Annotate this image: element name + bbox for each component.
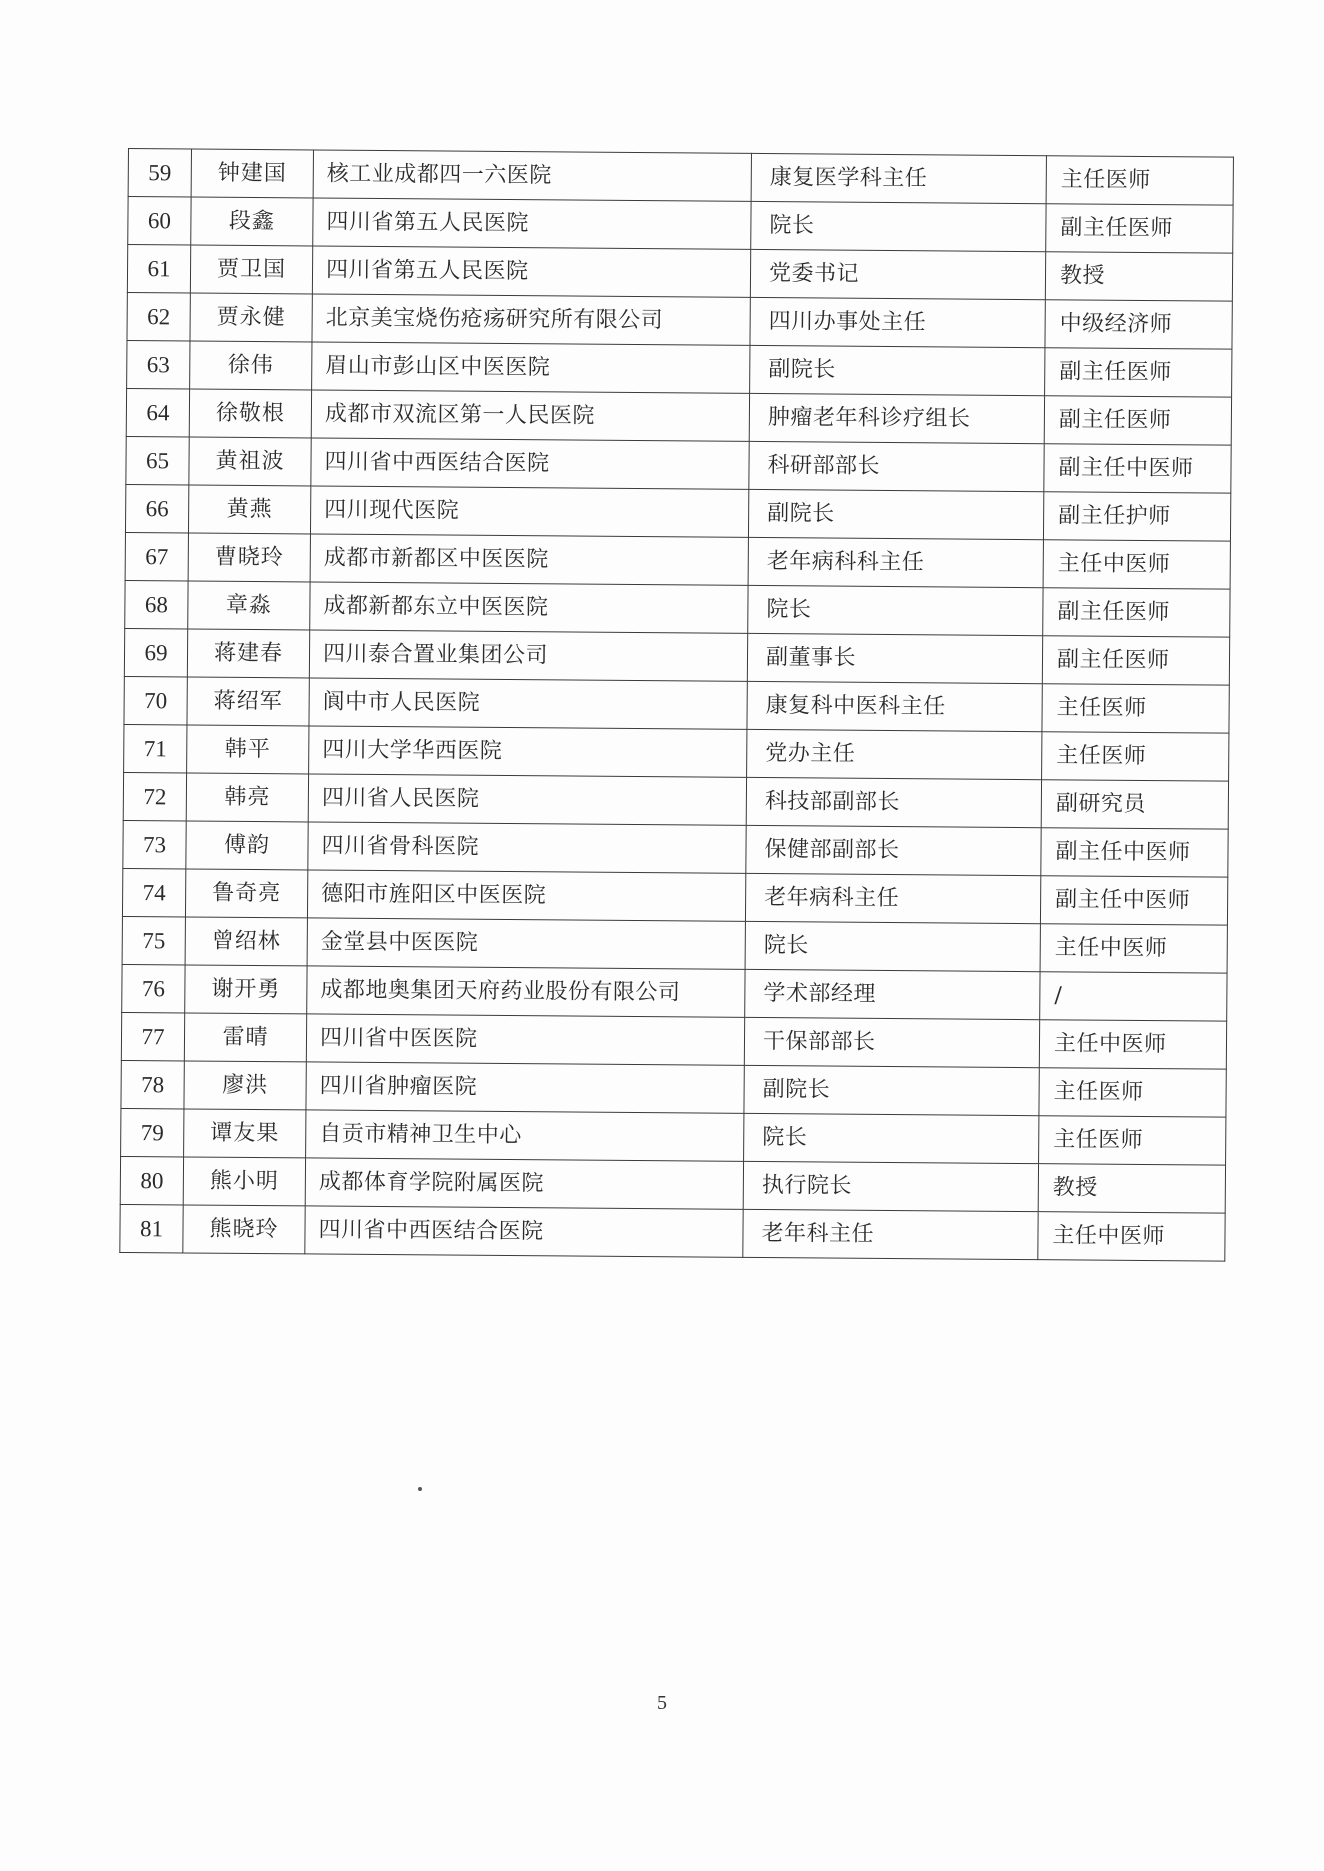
position-cell: 院长 (751, 201, 1046, 251)
row-number-cell: 69 (124, 628, 187, 676)
row-number-cell: 77 (121, 1012, 184, 1060)
person-name-cell: 章淼 (188, 581, 310, 630)
table-row (120, 1156, 1225, 1213)
professional-title-cell: 教授 (1045, 252, 1232, 301)
table-row (120, 1204, 1225, 1261)
organization-cell: 四川现代医院 (310, 486, 748, 537)
row-number-cell: 80 (120, 1156, 183, 1204)
organization-cell: 四川省第五人民医院 (313, 198, 751, 249)
table-row (126, 388, 1231, 445)
professional-title-cell: 主任医师 (1039, 1068, 1226, 1117)
professional-title-cell: 副主任医师 (1046, 204, 1233, 253)
row-number-cell: 60 (128, 197, 191, 245)
professional-title-cell: 主任中医师 (1040, 924, 1227, 973)
position-cell: 科技部副部长 (746, 777, 1041, 827)
scan-speck (418, 1487, 422, 1491)
professional-title-cell: 主任医师 (1039, 1116, 1226, 1165)
person-name-cell: 段鑫 (191, 197, 313, 246)
organization-cell: 四川省人民医院 (308, 774, 746, 825)
position-cell: 干保部部长 (744, 1017, 1039, 1067)
table-row (122, 868, 1227, 925)
professional-title-cell: 副主任医师 (1045, 348, 1232, 397)
organization-cell: 四川泰合置业集团公司 (309, 630, 747, 681)
row-number-cell: 62 (127, 292, 190, 340)
organization-cell: 自贡市精神卫生中心 (306, 1110, 744, 1161)
person-name-cell: 鲁奇亮 (185, 869, 307, 918)
position-cell: 副院长 (748, 489, 1043, 539)
row-number-cell: 64 (126, 388, 189, 436)
table-row (122, 916, 1227, 973)
professional-title-cell: 副主任医师 (1044, 396, 1231, 445)
person-name-cell: 傅韵 (186, 821, 308, 870)
person-name-cell: 黄燕 (188, 485, 310, 534)
person-name-cell: 贾永健 (190, 293, 312, 342)
organization-cell: 核工业成都四一六医院 (313, 150, 751, 201)
row-number-cell: 63 (127, 340, 190, 388)
professional-title-cell: 副主任中医师 (1041, 828, 1228, 877)
person-name-cell: 贾卫国 (190, 245, 312, 294)
position-cell: 副院长 (750, 345, 1045, 395)
table-row (126, 436, 1231, 493)
professional-title-cell: 副主任医师 (1043, 588, 1230, 637)
row-number-cell: 74 (122, 868, 185, 916)
professional-title-cell: 主任中医师 (1043, 540, 1230, 589)
row-number-cell: 65 (126, 436, 189, 484)
person-name-cell: 熊小明 (183, 1157, 305, 1206)
professional-title-cell: 中级经济师 (1045, 300, 1232, 349)
position-cell: 党办主任 (747, 729, 1042, 779)
row-number-cell: 59 (128, 149, 191, 197)
table-row (128, 197, 1233, 254)
professional-title-cell: / (1040, 972, 1227, 1021)
position-cell: 党委书记 (750, 249, 1045, 299)
person-name-cell: 曾绍林 (185, 917, 307, 966)
professional-title-cell: 主任中医师 (1039, 1020, 1226, 1069)
person-name-cell: 熊晓玲 (183, 1205, 305, 1254)
person-name-cell: 韩平 (187, 725, 309, 774)
person-name-cell: 徐敬根 (189, 389, 311, 438)
roster-table (119, 148, 1234, 1262)
organization-cell: 四川省中医医院 (306, 1014, 744, 1065)
person-name-cell: 雷晴 (184, 1013, 306, 1062)
position-cell: 院长 (744, 1113, 1039, 1163)
table-row (125, 532, 1230, 589)
professional-title-cell: 主任医师 (1042, 684, 1229, 733)
organization-cell: 成都地奥集团天府药业股份有限公司 (307, 966, 745, 1017)
person-name-cell: 黄祖波 (189, 437, 311, 486)
position-cell: 康复医学科主任 (751, 153, 1046, 203)
table-row (127, 245, 1232, 302)
organization-cell: 金堂县中医医院 (307, 918, 745, 969)
position-cell: 副董事长 (747, 633, 1042, 683)
position-cell: 肿瘤老年科诊疗组长 (749, 393, 1044, 443)
position-cell: 院长 (748, 585, 1043, 635)
person-name-cell: 蒋绍军 (187, 677, 309, 726)
roster-table-body (120, 149, 1234, 1262)
table-row (127, 340, 1232, 397)
person-name-cell: 钟建国 (191, 149, 313, 198)
organization-cell: 成都新都东立中医医院 (310, 582, 748, 633)
position-cell: 老年病科科主任 (748, 537, 1043, 587)
table-row (125, 580, 1230, 637)
position-cell: 院长 (745, 921, 1040, 971)
organization-cell: 四川大学华西医院 (309, 726, 747, 777)
professional-title-cell: 副主任护师 (1043, 492, 1230, 541)
organization-cell: 北京美宝烧伤疮疡研究所有限公司 (312, 294, 750, 345)
row-number-cell: 70 (124, 676, 187, 724)
professional-title-cell: 主任医师 (1046, 156, 1233, 205)
page-number: 5 (657, 1692, 667, 1714)
row-number-cell: 79 (121, 1108, 184, 1156)
organization-cell: 眉山市彭山区中医医院 (312, 342, 750, 393)
organization-cell: 成都体育学院附属医院 (305, 1158, 743, 1209)
person-name-cell: 谢开勇 (185, 965, 307, 1014)
table-row (121, 1108, 1226, 1165)
table-row (125, 484, 1230, 541)
table-row (123, 772, 1228, 829)
table-row (121, 1012, 1226, 1069)
table-row (121, 1060, 1226, 1117)
table-row (127, 292, 1232, 349)
person-name-cell: 蒋建春 (187, 629, 309, 678)
table-row (124, 724, 1229, 781)
person-name-cell: 谭友果 (184, 1109, 306, 1158)
professional-title-cell: 副研究员 (1041, 780, 1228, 829)
position-cell: 保健部副部长 (746, 825, 1041, 875)
table-row (123, 820, 1228, 877)
position-cell: 执行院长 (743, 1161, 1038, 1211)
row-number-cell: 78 (121, 1060, 184, 1108)
row-number-cell: 71 (124, 724, 187, 772)
row-number-cell: 75 (122, 916, 185, 964)
organization-cell: 阆中市人民医院 (309, 678, 747, 729)
row-number-cell: 76 (122, 964, 185, 1012)
person-name-cell: 韩亮 (186, 773, 308, 822)
professional-title-cell: 教授 (1038, 1164, 1225, 1213)
organization-cell: 四川省中西医结合医院 (311, 438, 749, 489)
organization-cell: 成都市新都区中医医院 (310, 534, 748, 585)
professional-title-cell: 主任医师 (1042, 732, 1229, 781)
position-cell: 老年病科主任 (745, 873, 1040, 923)
position-cell: 康复科中医科主任 (747, 681, 1042, 731)
professional-title-cell: 副主任中医师 (1044, 444, 1231, 493)
row-number-cell: 66 (125, 484, 188, 532)
person-name-cell: 曹晓玲 (188, 533, 310, 582)
row-number-cell: 72 (123, 772, 186, 820)
professional-title-cell: 副主任医师 (1042, 636, 1229, 685)
table-row (128, 149, 1233, 206)
table-row (122, 964, 1227, 1021)
position-cell: 科研部部长 (749, 441, 1044, 491)
organization-cell: 成都市双流区第一人民医院 (311, 390, 749, 441)
organization-cell: 德阳市旌阳区中医医院 (307, 870, 745, 921)
position-cell: 四川办事处主任 (750, 297, 1045, 347)
organization-cell: 四川省第五人民医院 (312, 246, 750, 297)
person-name-cell: 廖洪 (184, 1061, 306, 1110)
position-cell: 老年科主任 (743, 1209, 1038, 1259)
row-number-cell: 67 (125, 532, 188, 580)
professional-title-cell: 主任中医师 (1038, 1212, 1225, 1261)
table-row (124, 676, 1229, 733)
position-cell: 学术部经理 (745, 969, 1040, 1019)
organization-cell: 四川省肿瘤医院 (306, 1062, 744, 1113)
row-number-cell: 73 (123, 820, 186, 868)
row-number-cell: 61 (127, 245, 190, 293)
professional-title-cell: 副主任中医师 (1040, 876, 1227, 925)
row-number-cell: 81 (120, 1204, 183, 1252)
table-row (124, 628, 1229, 685)
organization-cell: 四川省骨科医院 (308, 822, 746, 873)
position-cell: 副院长 (744, 1065, 1039, 1115)
row-number-cell: 68 (125, 580, 188, 628)
person-name-cell: 徐伟 (190, 341, 312, 390)
organization-cell: 四川省中西医结合医院 (305, 1206, 743, 1257)
